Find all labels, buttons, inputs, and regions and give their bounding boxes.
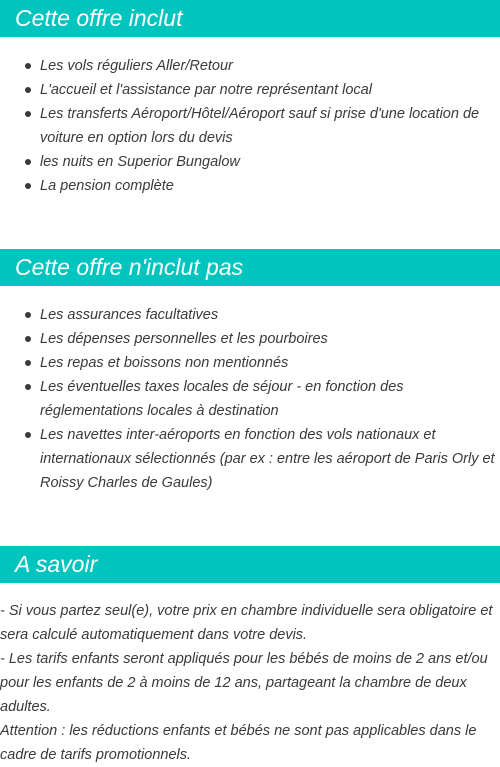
excludes-list bbox=[0, 303, 500, 495]
info-paragraph: - Si vous partez seul(e), votre prix en chambre individuelle sera obligatoire et sera calculé automatiquement dans votre devis. bbox=[0, 603, 493, 643]
list-item: Les éventuelles taxes locales de séjour - en fonction des réglementations locales à destination bbox=[40, 375, 500, 423]
list-item: L'accueil et l'assistance par notre représentant local bbox=[40, 78, 500, 102]
includes-list bbox=[0, 54, 500, 198]
list-item: La pension complète bbox=[40, 174, 500, 198]
list-item: Les repas et boissons non mentionnés bbox=[40, 351, 500, 375]
list-item: Les vols réguliers Aller/Retour bbox=[40, 54, 500, 78]
info-paragraph: Attention : les réductions enfants et bébés ne sont pas applicables dans le cadre de tarifs promotionnels. bbox=[0, 723, 477, 763]
includes-section bbox=[0, 0, 500, 198]
list-item: Les assurances facultatives bbox=[40, 303, 500, 327]
info-paragraph: - Les tarifs enfants seront appliqués pour les bébés de moins de 2 ans et/ou pour les enfants de 2 à moins de 12 ans, partageant la chambre de deux adultes. bbox=[0, 651, 488, 715]
info-section bbox=[0, 546, 500, 767]
info-title: A savoir bbox=[0, 546, 500, 583]
info-text bbox=[0, 599, 500, 767]
excludes-section bbox=[0, 249, 500, 495]
list-item: Les navettes inter-aéroports en fonction des vols nationaux et internationaux sélectionnés (par ex : entre les aéroport de Paris Orly et Roissy Charles de Gaules) bbox=[40, 423, 500, 495]
excludes-title: Cette offre n'inclut pas bbox=[0, 249, 500, 286]
list-item: Les dépenses personnelles et les pourboires bbox=[40, 327, 500, 351]
list-item: Les transferts Aéroport/Hôtel/Aéroport sauf si prise d'une location de voiture en option lors du devis bbox=[40, 102, 500, 150]
list-item: les nuits en Superior Bungalow bbox=[40, 150, 500, 174]
includes-title: Cette offre inclut bbox=[0, 0, 500, 37]
